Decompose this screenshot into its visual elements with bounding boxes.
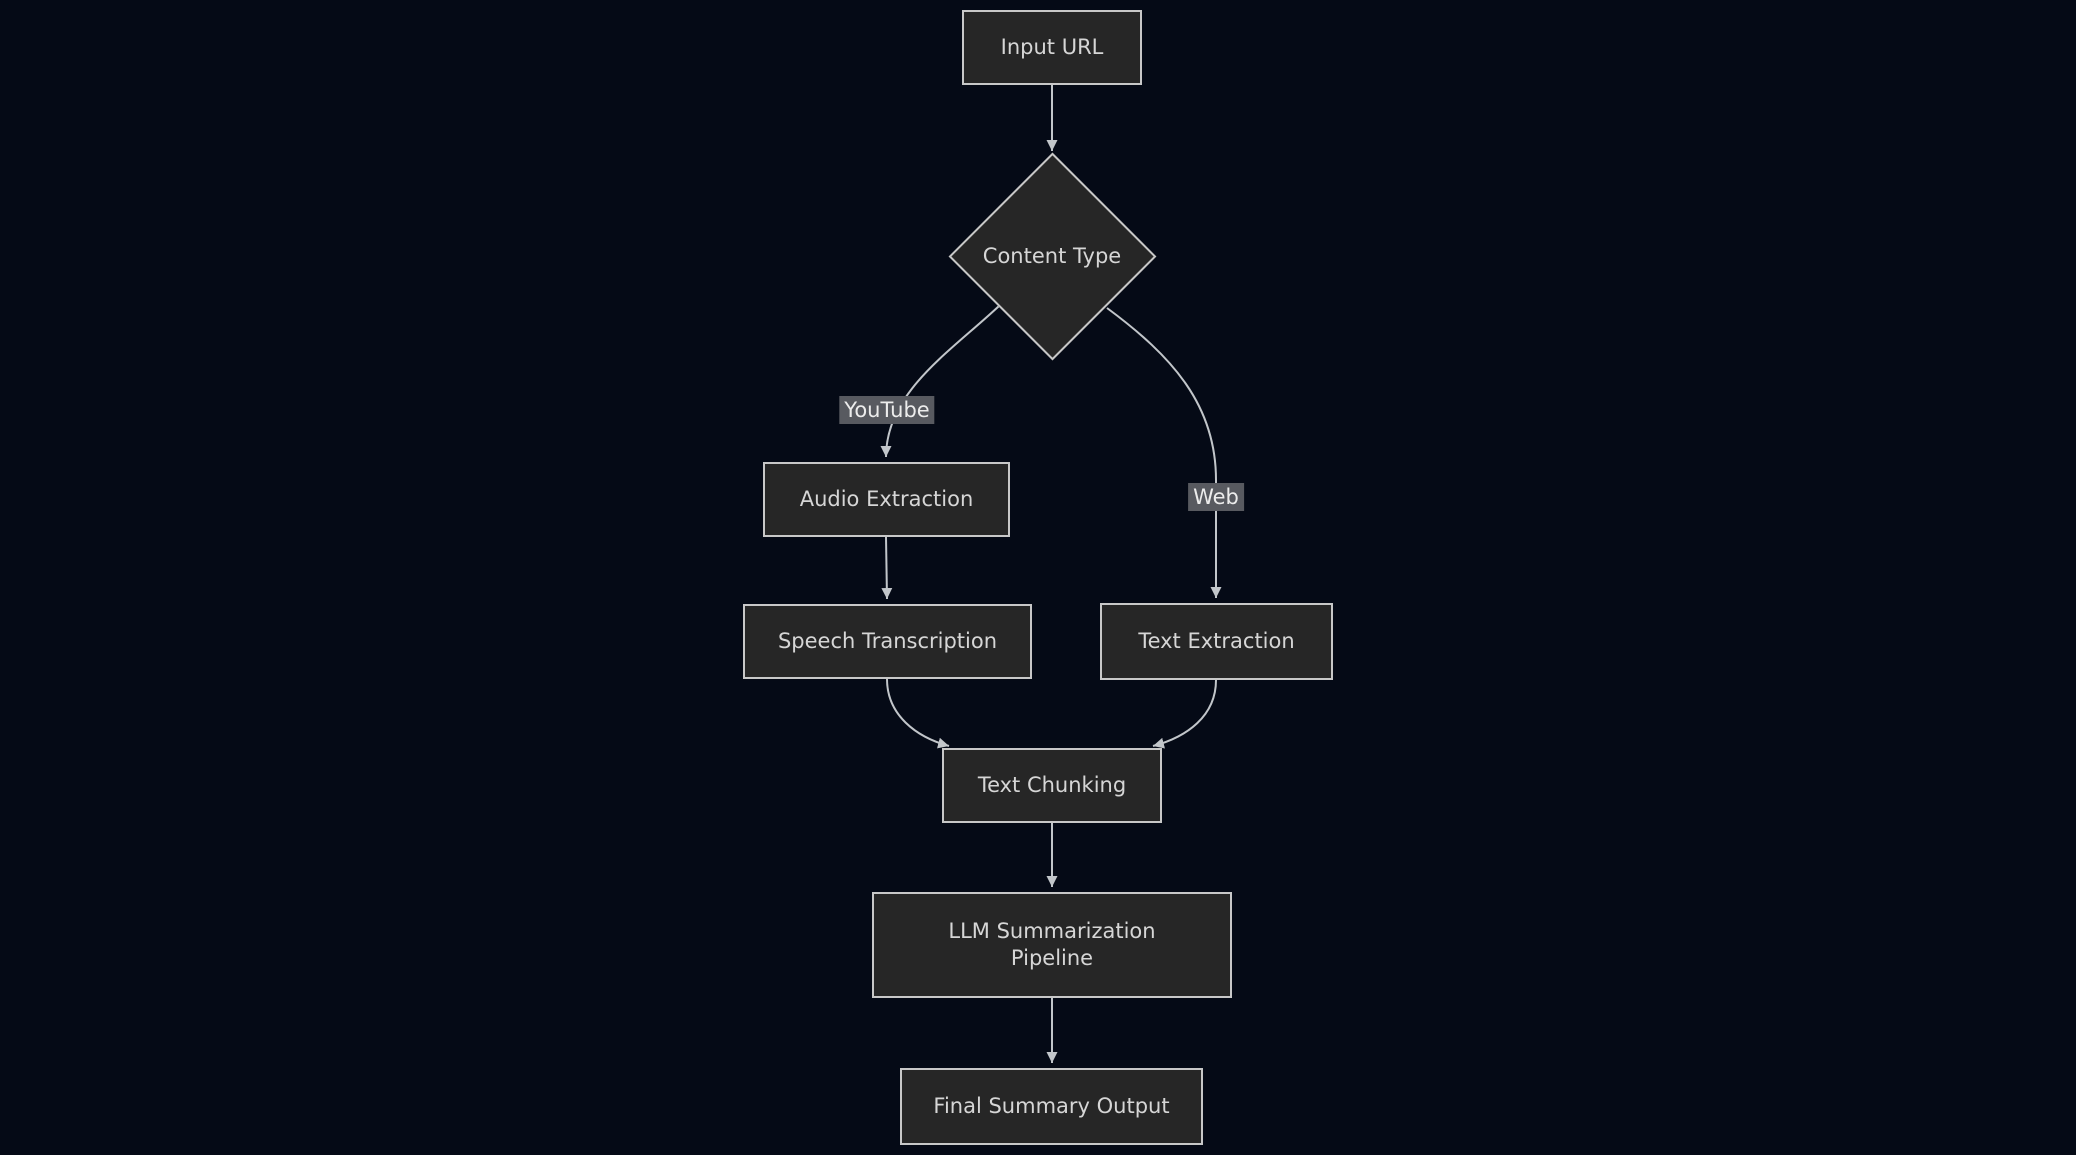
node-input-url <box>962 10 1142 85</box>
node-audio-extraction <box>763 462 1010 537</box>
node-llm-summarization-label: LLM Summarization Pipeline <box>948 918 1156 970</box>
edge-audio-to-speech <box>886 537 887 599</box>
node-audio-extraction-label: Audio Extraction <box>799 486 974 511</box>
edge-contenttype-to-textextraction <box>1107 308 1216 598</box>
edge-speech-to-chunking <box>887 679 949 746</box>
edge-contenttype-to-audio <box>886 306 999 457</box>
node-final-summary <box>900 1068 1203 1145</box>
node-content-type <box>942 235 1162 277</box>
node-speech-transcription <box>743 604 1032 679</box>
edge-label-web: Web <box>1188 483 1244 511</box>
node-content-type-label: Content Type <box>982 244 1122 268</box>
node-text-chunking <box>942 748 1162 823</box>
node-text-extraction <box>1100 603 1333 680</box>
node-speech-transcription-label: Speech Transcription <box>777 628 998 653</box>
node-text-chunking-label: Text Chunking <box>977 772 1127 797</box>
edge-textextraction-to-chunking <box>1153 680 1216 746</box>
node-input-url-label: Input URL <box>1000 34 1104 59</box>
node-final-summary-label: Final Summary Output <box>933 1093 1170 1118</box>
node-text-extraction-label: Text Extraction <box>1138 628 1295 653</box>
node-llm-summarization <box>872 892 1232 998</box>
edge-label-youtube: YouTube <box>839 396 934 424</box>
